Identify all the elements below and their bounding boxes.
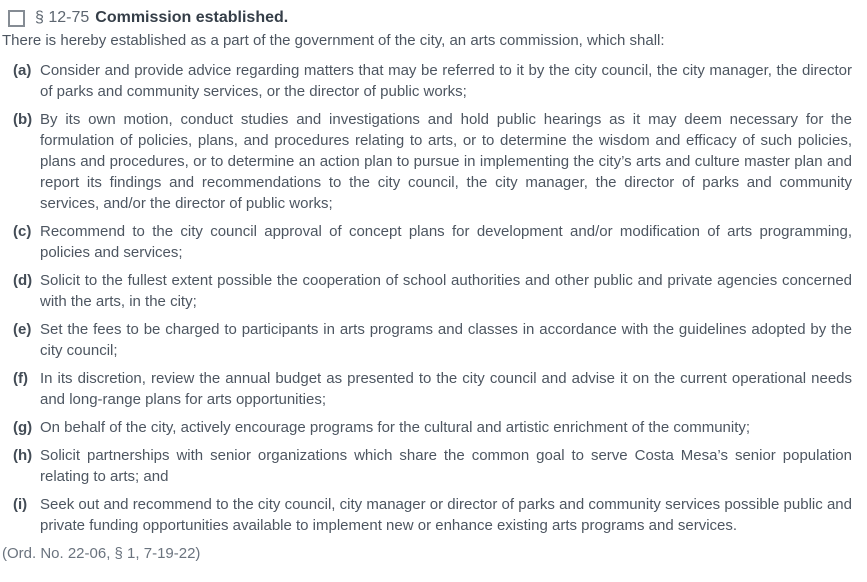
subsection-label: (g)	[13, 419, 33, 436]
subsection-text: Set the fees to be charged to participants in arts programs and classes in accordance with the guidelines adopted by the city council;	[40, 321, 852, 359]
ordinance-reference: (Ord. No. 22-06, § 1, 7-19-22)	[2, 545, 201, 562]
subsection-label: (d)	[13, 272, 33, 289]
section-heading	[2, 8, 852, 28]
subsection-label: (i)	[13, 496, 28, 513]
subsection-label: (c)	[13, 223, 32, 240]
subsection-text: On behalf of the city, actively encourage programs for the cultural and artistic enrichment of the community;	[40, 419, 751, 436]
subsection-label: (e)	[13, 321, 32, 338]
section-title: Commission established.	[95, 9, 289, 26]
subsection-label: (h)	[13, 447, 33, 464]
subsection-text: In its discretion, review the annual budget as presented to the city council and advise it on the current operational needs and long-range plans for arts opportunities;	[40, 370, 852, 408]
section-select-checkbox[interactable]	[8, 10, 25, 27]
subsection-item	[2, 319, 852, 361]
section-number: § 12-75	[35, 9, 90, 26]
subsection-item	[2, 60, 852, 102]
subsection-item	[2, 417, 852, 438]
subsection-text: Consider and provide advice regarding matters that may be referred to it by the city council, the city manager, the director of parks and community services, or the director of public works;	[40, 62, 852, 100]
subsection-text: By its own motion, conduct studies and investigations and hold public hearings as it may deem necessary for the formulation of policies, plans, and procedures relating to arts, or to determine the wisdom and efficacy of such policies, plans and procedures, or to determine an action plan to pursue in implementing the city’s arts and culture master plan and report its findings and recommendations to the city council, the city manager, the director of parks and community services, and/or the director of public works;	[40, 111, 852, 212]
subsection-item	[2, 494, 852, 536]
subsection-item	[2, 221, 852, 263]
subsection-item	[2, 368, 852, 410]
subsection-text: Seek out and recommend to the city council, city manager or director of parks and community services possible public and private funding opportunities available to implement new or enhance existing arts programs and services.	[40, 496, 852, 534]
subsection-item	[2, 445, 852, 487]
subsection-label: (b)	[13, 111, 33, 128]
subsection-text: Solicit partnerships with senior organizations which share the common goal to serve Costa Mesa’s senior population relating to arts; and	[40, 447, 852, 485]
section-intro: There is hereby established as a part of the government of the city, an arts commission, which shall:	[2, 32, 665, 49]
subsection-text: Recommend to the city council approval of concept plans for development and/or modification of arts programming, policies and services;	[40, 223, 852, 261]
subsection-item	[2, 270, 852, 312]
subsection-text: Solicit to the fullest extent possible the cooperation of school authorities and other public and private agencies concerned with the arts, in the city;	[40, 272, 852, 310]
subsection-label: (f)	[13, 370, 28, 387]
subsection-list	[2, 60, 852, 536]
subsection-item	[2, 109, 852, 214]
subsection-label: (a)	[13, 62, 32, 79]
